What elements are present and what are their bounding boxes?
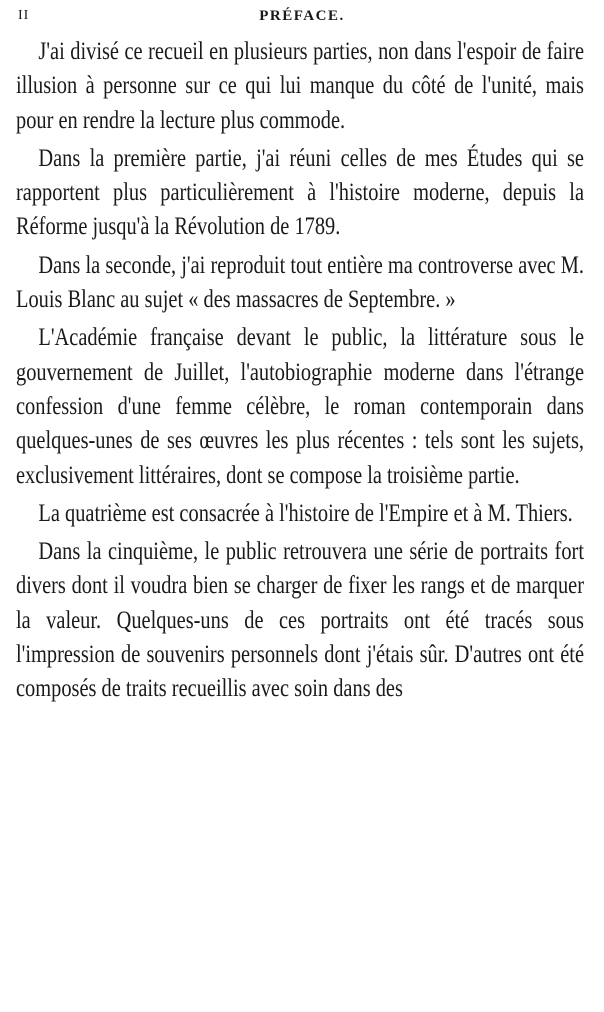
page-number: II	[18, 8, 30, 23]
paragraph-4: L'Académie française devant le public, la littérature sous le gouvernement de Juillet, l'autobiographie moderne dans l'étrange confession d'une femme célèbre, le roman contemporain dans quelques-unes de ses œuvres les plus récentes : tels sont les sujets, exclusivement littéraires, dont se compose la troisième partie.	[16, 322, 584, 489]
paragraph-6: Dans la cinquième, le public retrouvera une série de portraits fort divers dont il voudra bien se charger de fixer les rangs et de marquer la valeur. Quelques-uns de ces portraits ont été tracés sous l'impression de souvenirs personnels dont j'étais sûr. D'autres ont été composés de traits recueillis avec soin dans des	[16, 536, 584, 703]
body-text	[16, 34, 584, 706]
paragraph-3: Dans la seconde, j'ai reproduit tout entière ma controverse avec M. Louis Blanc au sujet « des massacres de Septembre. »	[16, 249, 584, 314]
header-title: PRÉFACE.	[259, 8, 345, 24]
running-head	[18, 8, 586, 30]
paragraph-1: J'ai divisé ce recueil en plusieurs parties, non dans l'espoir de faire illusion à personne sur ce qui lui manque du côté de l'unité, mais pour en rendre la lecture plus commode.	[16, 36, 584, 134]
paragraph-2: Dans la première partie, j'ai réuni celles de mes Études qui se rapportent plus particulièrement à l'histoire moderne, depuis la Réforme jusqu'à la Révolution de 1789.	[16, 142, 584, 241]
paragraph-5: La quatrième est consacrée à l'histoire de l'Empire et à M. Thiers.	[38, 497, 573, 527]
